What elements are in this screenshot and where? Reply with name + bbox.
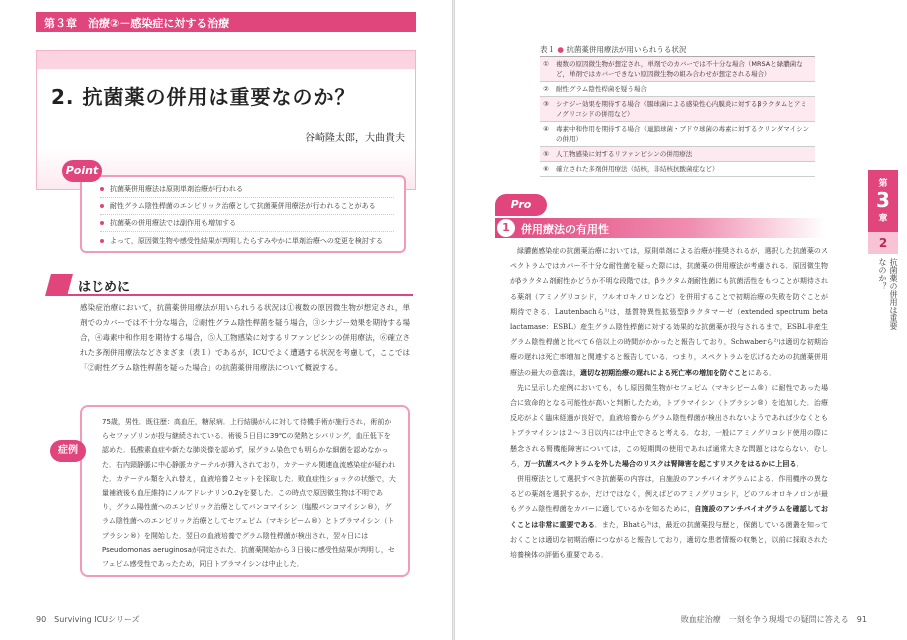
situations-table <box>540 56 815 177</box>
emphasis-text: 自施設のアンチバイオグラムを確認しておくことは非常に重要である <box>510 505 828 529</box>
table-row <box>540 82 815 97</box>
bullet-icon <box>100 187 104 191</box>
pro-heading <box>495 218 825 238</box>
emphasis-text: 適切な初期治療の遅れによる死亡率の増加を防ぐこと <box>580 368 748 377</box>
paragraph <box>510 244 828 381</box>
bullet-icon <box>100 204 104 208</box>
page-title: 2. 抗菌薬の併用は重要なのか？ <box>51 85 356 109</box>
caption-dot-icon: ● <box>557 45 564 54</box>
right-footer: 敗血症治療 一刻を争う現場での疑問に答える 91 <box>680 615 867 624</box>
section-mark-icon <box>45 274 73 296</box>
title-band <box>37 51 415 69</box>
pro-tag: Pro <box>495 194 547 216</box>
table-row <box>540 57 815 82</box>
point-text: 抗菌薬併用療法は原則単剤治療が行われる <box>110 185 243 193</box>
row-number: ⑥ <box>543 165 549 173</box>
bullet-icon <box>100 221 104 225</box>
text-run: ． <box>796 459 804 468</box>
point-box <box>80 175 406 253</box>
point-text: 耐性グラム陰性桿菌のエンピリック治療として抗菌薬併用療法が行われることがある <box>110 202 376 210</box>
point-text: 抗菌薬の併用療法では副作用も増加する <box>110 219 236 227</box>
row-text: 複数の原因微生物が想定され，単剤でのカバーでは不十分な場合（MRSAと緑膿菌など，単剤ではカバーできない原因微生物の組み合わせが想定される場合） <box>556 60 803 78</box>
table-row <box>540 97 815 122</box>
paragraph <box>510 472 828 563</box>
row-number: ④ <box>543 125 549 133</box>
left-page <box>0 0 452 640</box>
point-item <box>100 198 394 215</box>
text-run: 併用療法として選択すべき抗菌薬の内容は，自施設のアンチバイオグラムによる．作用機序の異なるどの薬剤を選択するか，だけではなく，例えばどのアミノグリコシド，どのフルオロキノロンが最もグラム陰性桿菌をカバーに適しているかを知るために， <box>510 475 828 514</box>
table-row <box>540 147 815 162</box>
point-item <box>100 232 394 249</box>
bullet-icon <box>100 239 104 243</box>
pro-number: 1 <box>497 219 515 237</box>
left-footer: 90 Surviving ICUシリーズ <box>36 615 140 624</box>
chapter-tab <box>868 170 898 340</box>
chapter-tab-subnumber: 2 <box>868 232 898 254</box>
table-number: 表１ <box>540 45 555 54</box>
row-text: 確立された多剤併用療法（結核，非結核抗酸菌症など） <box>556 165 719 173</box>
table-caption <box>540 44 686 55</box>
table-title: 抗菌薬併用療法が用いられうる状況 <box>566 45 687 54</box>
section-title: はじめに <box>78 280 131 295</box>
right-page <box>455 0 907 640</box>
text-run: にある． <box>748 368 776 377</box>
table-row <box>540 122 815 147</box>
paragraph <box>510 381 828 472</box>
case-box <box>80 405 410 577</box>
chapter-tab-vertical-title: 抗菌薬の併用は重要なのか？ <box>878 258 898 330</box>
point-text: よって，原因微生物や感受性結果が判明したらすみやかに単剤治療への変更を検討する <box>110 236 383 245</box>
case-text: 75歳，男性．既往歴：高血圧，糖尿病．上行結腸がんに対して待機手術が施行され，術前からセファゾリンが投与継続されている．術後５日目に39℃の発熱とシバリング，血圧低下を認めた．低酸素血症や新たな肺炎像を認めず，尿グラム染色でも明らかな細菌を認めなかった．右内頸静脈に中心静脈カテーテルが挿入されており，カテーテル関連血流感染症が疑われた．カテーテル類を入れ替え，血液培養２セットを採取した．敗血症性ショックの状態で，大量補液後も血圧維持にノルアドレナリン0.2γを要した．この時点で原因微生物は不明であり，グラム陽性菌へのエンピリック治療としてバンコマイシン（塩酸バンコマイシン®），グラム陰性菌へのエンピリック治療としてセフェピム（マキシピーム®）とトブラマイシン（トブラシン®）を開始した．翌日の血液培養でグラム陰性桿菌が検出され，翌々日にはPseudomonas aeruginosaが同定された．抗菌薬開始から３日後に感受性結果が判明し，セフェピム感受性であったため，同日トブラマイシンは中止した． <box>102 418 396 569</box>
case-tag: 症例 <box>50 440 86 462</box>
chapter-bar: 第３章 治療②－感染症に対する治療 <box>36 12 416 32</box>
chapter-tab-dai: 第 <box>878 179 888 189</box>
table-row <box>540 162 815 177</box>
row-text: 毒素中和作用を期待する場合（連鎖球菌・ブドウ球菌の毒素に対するクリンダマイシンの併用） <box>556 125 809 143</box>
row-text: 耐性グラム陰性桿菌を疑う場合 <box>556 85 647 93</box>
text-run: 緑膿菌感染症の抗菌薬治療においては，原則単剤による治療が推奨されるが，選択した抗菌薬のスペクトラムではカバー不十分な耐性菌を疑った際には，抗菌薬の併用療法が考慮される．原因微生物がβラクタム剤耐性かどうか不明な段階では，βラクタム剤耐性菌にも抗菌活性をもつことが期待される薬剤（アミノグリコシド，フルオロキノロンなど）を併用することで初期治療の失敗を防ぐことが期待できる．Lautenbachら¹⁾は，基質特異性拡張型βラクタマーゼ（extended spectrum beta lactamase：ESBL）産生グラム陰性桿菌に対する効果的な抗菌薬が投与されるまで，ESBL非産生グラム陰性桿菌と比べて６倍以上の時間がかかったと報告しており，Schwaberら²⁾は適切な初期治療の遅れは死亡率増加と関連すると報告している．つまり，スペクトラムを広げるための抗菌薬併用療法の最大の意義は， <box>510 247 828 377</box>
pro-title: 併用療法の有用性 <box>521 223 609 236</box>
row-text: 人工物感染に対するリファンピシンの併用療法 <box>556 150 693 158</box>
emphasis-text: 万一抗菌スペクトラムを外した場合のリスクは腎障害を起こすリスクをはるかに上回る <box>524 459 797 468</box>
text-run: 先に呈示した症例においても，もし原因微生物がセフェピム（マキシピーム®）に耐性であった場合に致命的となる可能性が高いと判断したため，トブラマイシン（トブラシン®）を追加した．治療反応がよく臨床経過が良好で，血液培養からグラム陰性桿菌が検出されないようであれば少なくともトブラマイシンは２～３日以内には中止できると考える．なお，一般にアミノグリコシド使用の際に懸念される腎機能障害については，この短期間の使用であれば通常大きな問題とはならない．むしろ， <box>510 383 828 468</box>
point-tag: Point <box>62 160 102 182</box>
authors: 谷崎隆太郎，大曲貴夫 <box>305 133 405 144</box>
point-item <box>100 181 394 198</box>
chapter-tab-sho: 章 <box>878 214 888 224</box>
pro-body <box>510 244 828 563</box>
row-number: ① <box>543 60 549 68</box>
chapter-tab-top <box>868 170 898 232</box>
row-text: シナジー効果を期待する場合（腸球菌による感染性心内膜炎に対するβラクタムとアミノグリコシドの併用など） <box>556 100 807 118</box>
point-item <box>100 215 394 232</box>
text-run: ．また，Bhatら³⁾は，最近の抗菌薬投与歴と，保菌している菌叢を知っておくことは適切な初期治療につながると報告しており，適切な患者情報の収集と，以前に採取された培養検体の評価も重要である． <box>510 520 828 560</box>
intro-paragraph: 感染症治療において，抗菌薬併用療法が用いられうる状況は①複数の原因微生物が想定され，単剤でのカバーでは不十分な場合，②耐性グラム陰性桿菌を疑う場合，③シナジー効果を期待する場合，④毒素中和作用を期待する場合，⑤人工物感染に対するリファンピシンの併用療法，⑥確立された多剤併用療法などさまざま（表１）であるが，ICUでよく遭遇する状況を考慮して，ここでは「②耐性グラム陰性桿菌を疑った場合」の抗菌薬併用療法について概説する。 <box>80 303 410 372</box>
row-number: ⑤ <box>543 150 549 158</box>
row-number: ③ <box>543 100 549 108</box>
section-heading <box>48 274 413 296</box>
row-number: ② <box>543 85 549 93</box>
chapter-tab-number: 3 <box>876 188 890 212</box>
